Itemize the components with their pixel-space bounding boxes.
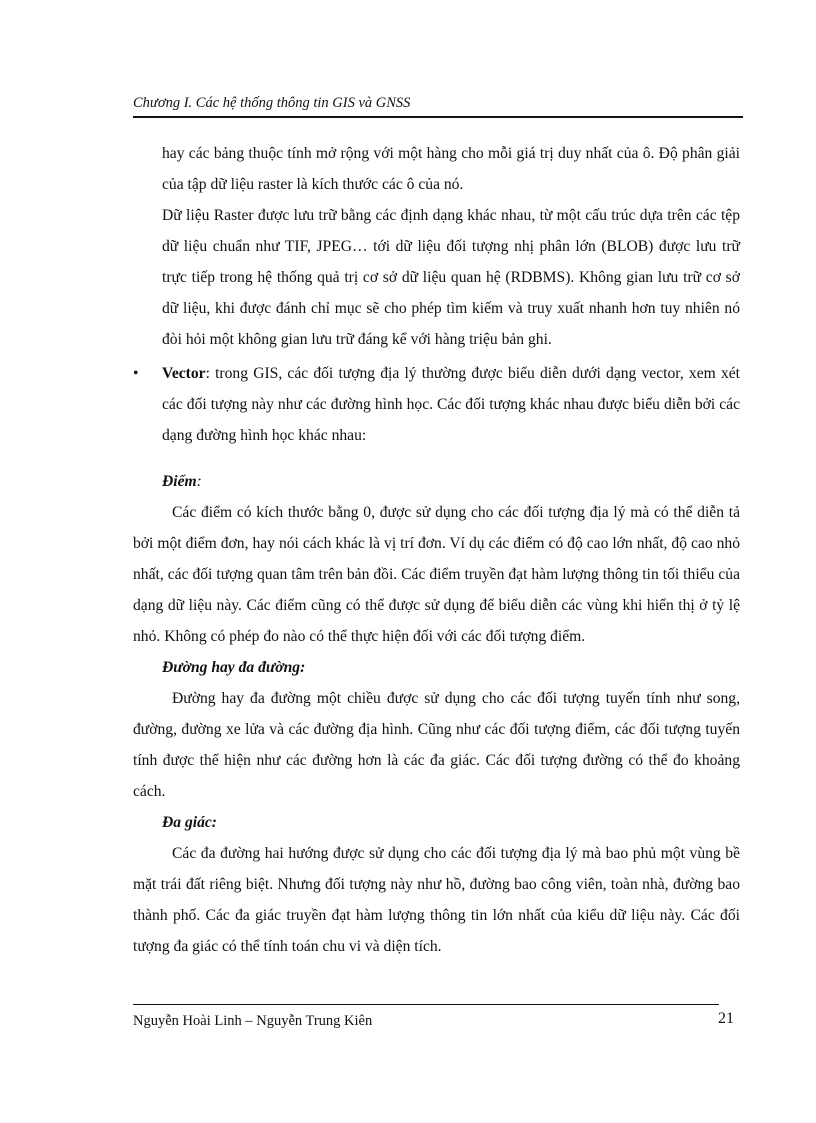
heading-da-giac: Đa giác: <box>162 814 217 831</box>
footer-authors: Nguyễn Hoài Linh – Nguyễn Trung Kiên <box>133 1013 373 1029</box>
paragraph-diem: Các điểm có kích thước bằng 0, được sử dụng cho các đối tượng địa lý mà có thể diễn tả bởi một điểm đơn, hay nói cách khác là vị trí đơn. Ví dụ các điểm có độ cao lớn nhất, độ cao nhỏ nhất, các đối tượng quan tâm trên bản đồi. Các điểm truyền đạt hàm lượng thông tin tối thiểu của dạng dữ liệu này. Các điểm cũng có thể được sử dụng để biểu diễn các vùng khi hiển thị ở tỷ lệ nhỏ. Không có phép đo nào có thể thực hiện đối với các đối tượng điểm. <box>133 504 740 645</box>
running-header: Chương I. Các hệ thống thông tin GIS và GNSS <box>133 95 411 111</box>
paragraph-raster-resolution: hay các bảng thuộc tính mở rộng với một hàng cho mỗi giá trị duy nhất của ô. Độ phân giải của tập dữ liệu raster là kích thước các ô của nó. <box>162 145 740 193</box>
vector-term: Vector <box>162 365 206 382</box>
page-number: 21 <box>718 1010 734 1027</box>
heading-duong: Đường hay đa đường: <box>162 659 306 676</box>
vector-description: : trong GIS, các đối tượng địa lý thường được biểu diễn dưới dạng vector, xem xét các đối tượng này như các đường hình học. Các đối tượng khác nhau được biểu diễn bởi các dạng đường hình học khác nhau: <box>162 365 740 444</box>
header-rule <box>133 116 743 118</box>
footer-rule <box>133 1004 719 1005</box>
heading-diem-label: Điểm <box>162 473 197 490</box>
heading-diem-colon: : <box>196 473 202 490</box>
paragraph-vector <box>162 358 740 451</box>
paragraph-raster-storage: Dữ liệu Raster được lưu trữ bằng các định dạng khác nhau, từ một cấu trúc dựa trên các tệp dữ liệu chuẩn như TIF, JPEG… tới dữ liệu đối tượng nhị phân lớn (BLOB) được lưu trữ trực tiếp trong hệ thống quả trị cơ sở dữ liệu quan hệ (RDBMS). Không gian lưu trữ cơ sở dữ liệu, khi được đánh chỉ mục sẽ cho phép tìm kiếm và truy xuất nhanh hơn tuy nhiên nó đòi hỏi một không gian lưu trữ đáng kể với hàng triệu bản ghi. <box>162 207 740 348</box>
bullet-item-vector <box>133 358 740 451</box>
bullet-icon: • <box>133 365 139 382</box>
page-body <box>133 138 740 962</box>
heading-diem <box>162 466 740 497</box>
paragraph-da-giac: Các đa đường hai hướng được sử dụng cho các đối tượng địa lý mà bao phủ một vùng bề mặt trái đất riêng biệt. Nhưng đối tượng này như hồ, đường bao công viên, toàn nhà, đường bao thành phố. Các đa giác truyền đạt hàm lượng thông tin lớn nhất của kiểu dữ liệu này. Các đối tượng đa giác có thể tính toán chu vi và diện tích. <box>133 845 740 955</box>
paragraph-duong: Đường hay đa đường một chiều được sử dụng cho các đối tượng tuyến tính như song, đường, đường xe lửa và các đường địa hình. Cũng như các đối tượng điểm, các đối tượng tuyến tính được thể hiện như các đường hơn là các đa giác. Các đối tượng đường có thể đo khoảng cách. <box>133 690 740 800</box>
